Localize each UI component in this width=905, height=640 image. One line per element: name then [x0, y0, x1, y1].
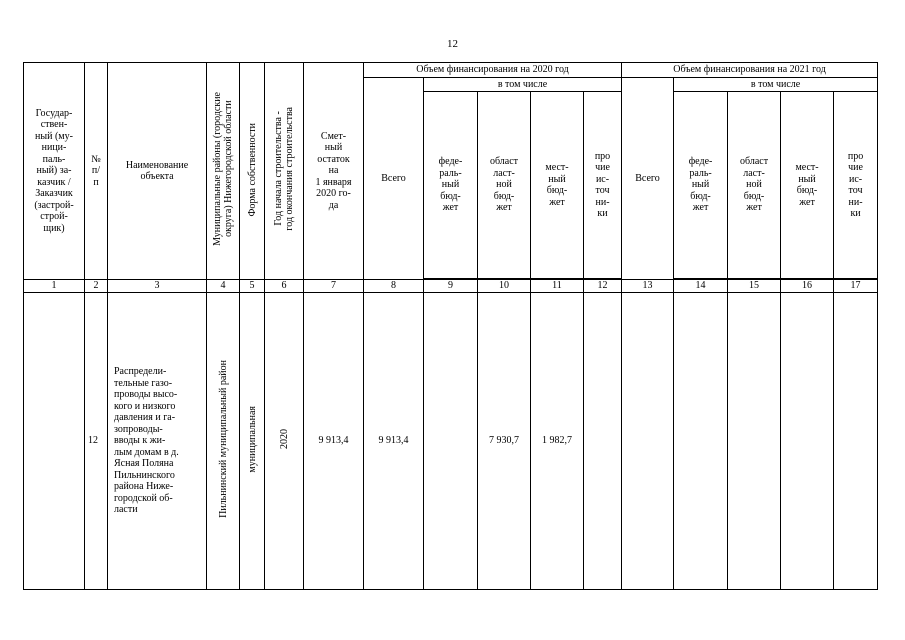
- header-federal-2021: феде- раль- ный бюд- жет: [674, 92, 728, 279]
- header-local-2021: мест- ный бюд- жет: [781, 92, 834, 279]
- column-number: 6: [265, 280, 304, 293]
- header-total-2020: Всего: [364, 78, 424, 280]
- header-total-2021: Всего: [622, 78, 674, 280]
- row-ownership: муниципальная: [240, 292, 265, 590]
- row-federal-2020: [424, 292, 478, 590]
- header-other-2020: про чие ис- точ ни- ки: [584, 92, 622, 279]
- header-number: № п/ п: [85, 63, 108, 280]
- row-regional-2021: [728, 292, 781, 590]
- header-customer: Государ- ствен- ный (му- ници- паль- ный) за- казчик / Заказчик (застрой- строй- щик): [24, 63, 85, 280]
- header-regional-2021: област ласт- ной бюд- жет: [728, 92, 781, 279]
- row-regional-2020: 7 930,7: [478, 292, 531, 590]
- row-federal-2021: [674, 292, 728, 590]
- header-local-2020: мест- ный бюд- жет: [531, 92, 584, 279]
- row-local-2020: 1 982,7: [531, 292, 584, 590]
- page-number: 12: [447, 38, 458, 50]
- row-other-2021: [834, 292, 878, 590]
- column-number: 15: [728, 280, 781, 293]
- column-number: 5: [240, 280, 265, 293]
- row-local-2021: [781, 292, 834, 590]
- column-number: 9: [424, 280, 478, 293]
- column-number: 2: [85, 280, 108, 293]
- row-estimate: 9 913,4: [304, 292, 364, 590]
- header-in-that-number-2021: в том числе: [674, 78, 878, 92]
- row-object-name: Распредели- тельные газо- проводы высо- кого и низкого давления и га- зопроводы- вводы к жи- лым домам в д. Ясная Поляна Пильнинского района Ниже- городской об- ласти: [108, 292, 207, 590]
- column-number: 17: [834, 280, 878, 293]
- header-estimate: Смет- ный остаток на 1 января 2020 го- да: [304, 63, 364, 280]
- header-regional-2020: област ласт- ной бюд- жет: [478, 92, 531, 279]
- column-number: 10: [478, 280, 531, 293]
- header-federal-2020: феде- раль- ный бюд- жет: [424, 92, 478, 279]
- column-number: 3: [108, 280, 207, 293]
- column-number: 14: [674, 280, 728, 293]
- header-group-2021: Объем финансирования на 2021 год: [622, 63, 878, 78]
- header-ownership: Форма собственности: [240, 63, 265, 280]
- header-in-that-number-2020: в том числе: [424, 78, 622, 92]
- column-number: 4: [207, 280, 240, 293]
- column-number: 1: [24, 280, 85, 293]
- row-total-2021: [622, 292, 674, 590]
- row-years: 2020: [265, 292, 304, 590]
- header-districts: Муниципальные районы (городские округа) Нижегородской области: [207, 63, 240, 280]
- row-other-2020: [584, 292, 622, 590]
- row-total-2020: 9 913,4: [364, 292, 424, 590]
- row-district: Пильнинский муниципальный район: [207, 292, 240, 590]
- financing-table: [23, 62, 878, 590]
- column-number: 8: [364, 280, 424, 293]
- header-name: Наименование объекта: [108, 63, 207, 280]
- row-customer: [24, 292, 85, 590]
- column-number: 13: [622, 280, 674, 293]
- column-number: 7: [304, 280, 364, 293]
- header-other-2021: про чие ис- точ ни- ки: [834, 92, 878, 279]
- column-number: 11: [531, 280, 584, 293]
- table-row: [24, 292, 878, 590]
- header-group-2020: Объем финансирования на 2020 год: [364, 63, 622, 78]
- column-number: 12: [584, 280, 622, 293]
- column-number-row: [24, 280, 878, 293]
- header-years: Год начала строительства - год окончания строительства: [265, 63, 304, 280]
- row-number: 12: [85, 292, 108, 590]
- column-number: 16: [781, 280, 834, 293]
